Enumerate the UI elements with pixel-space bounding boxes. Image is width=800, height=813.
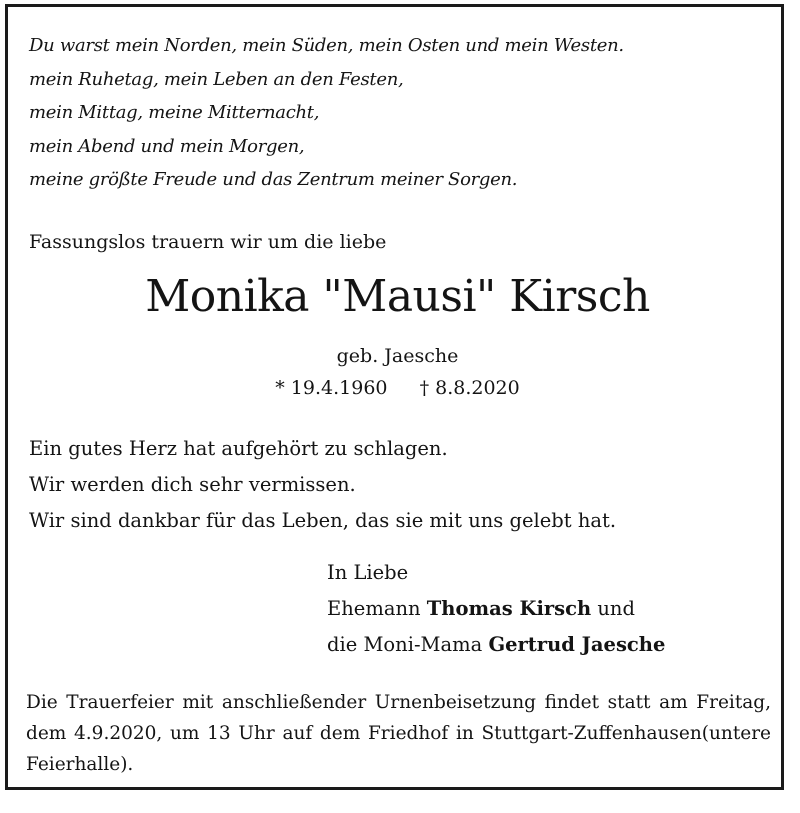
husband-name: Thomas Kirsch [426,597,592,620]
poem-line: mein Ruhetag, mein Leben an den Festen, [29,68,404,90]
poem-line: Du warst mein Norden, mein Süden, mein Osten und mein Westen. [29,35,624,56]
signoff-line [327,591,665,627]
mother-name: Gertrud Jaesche [488,633,666,656]
funeral-notice: Die Trauerfeier mit anschließender Urnenbeisetzung findet statt am Freitag, dem 4.9.2020, um 13 Uhr auf dem Friedhof in Stuttgart-Zuffenhausen(untere Feierhalle). [26,692,771,775]
deceased-name: Monika "Mausi" Kirsch [145,271,650,322]
statement [29,431,616,539]
death-date: † 8.8.2020 [419,377,520,399]
signoff-text: Ehemann [327,597,427,620]
statement-line: Wir werden dich sehr vermissen. [29,473,356,496]
signoff-text: die Moni-Mama [327,633,489,656]
poem-line: mein Mittag, meine Mitternacht, [29,102,320,123]
obituary-frame [5,4,784,790]
statement-line: Wir sind dankbar für das Leben, das sie mit uns gelebt hat. [29,509,617,532]
life-dates [8,377,787,399]
signoff-line: In Liebe [327,561,409,584]
intro-text: Fassungslos trauern wir um die liebe [29,231,387,253]
signoff-text: und [591,597,635,620]
birth-date: * 19.4.1960 [275,377,388,399]
signoff [327,555,665,663]
statement-line: Ein gutes Herz hat aufgehört zu schlagen. [29,437,448,460]
signoff-line [327,627,665,663]
maiden-name: geb. Jaesche [336,345,459,367]
poem-line: mein Abend und mein Morgen, [29,135,305,157]
poem [29,29,624,197]
poem-line: meine größte Freude und das Zentrum meiner Sorgen. [29,169,518,190]
